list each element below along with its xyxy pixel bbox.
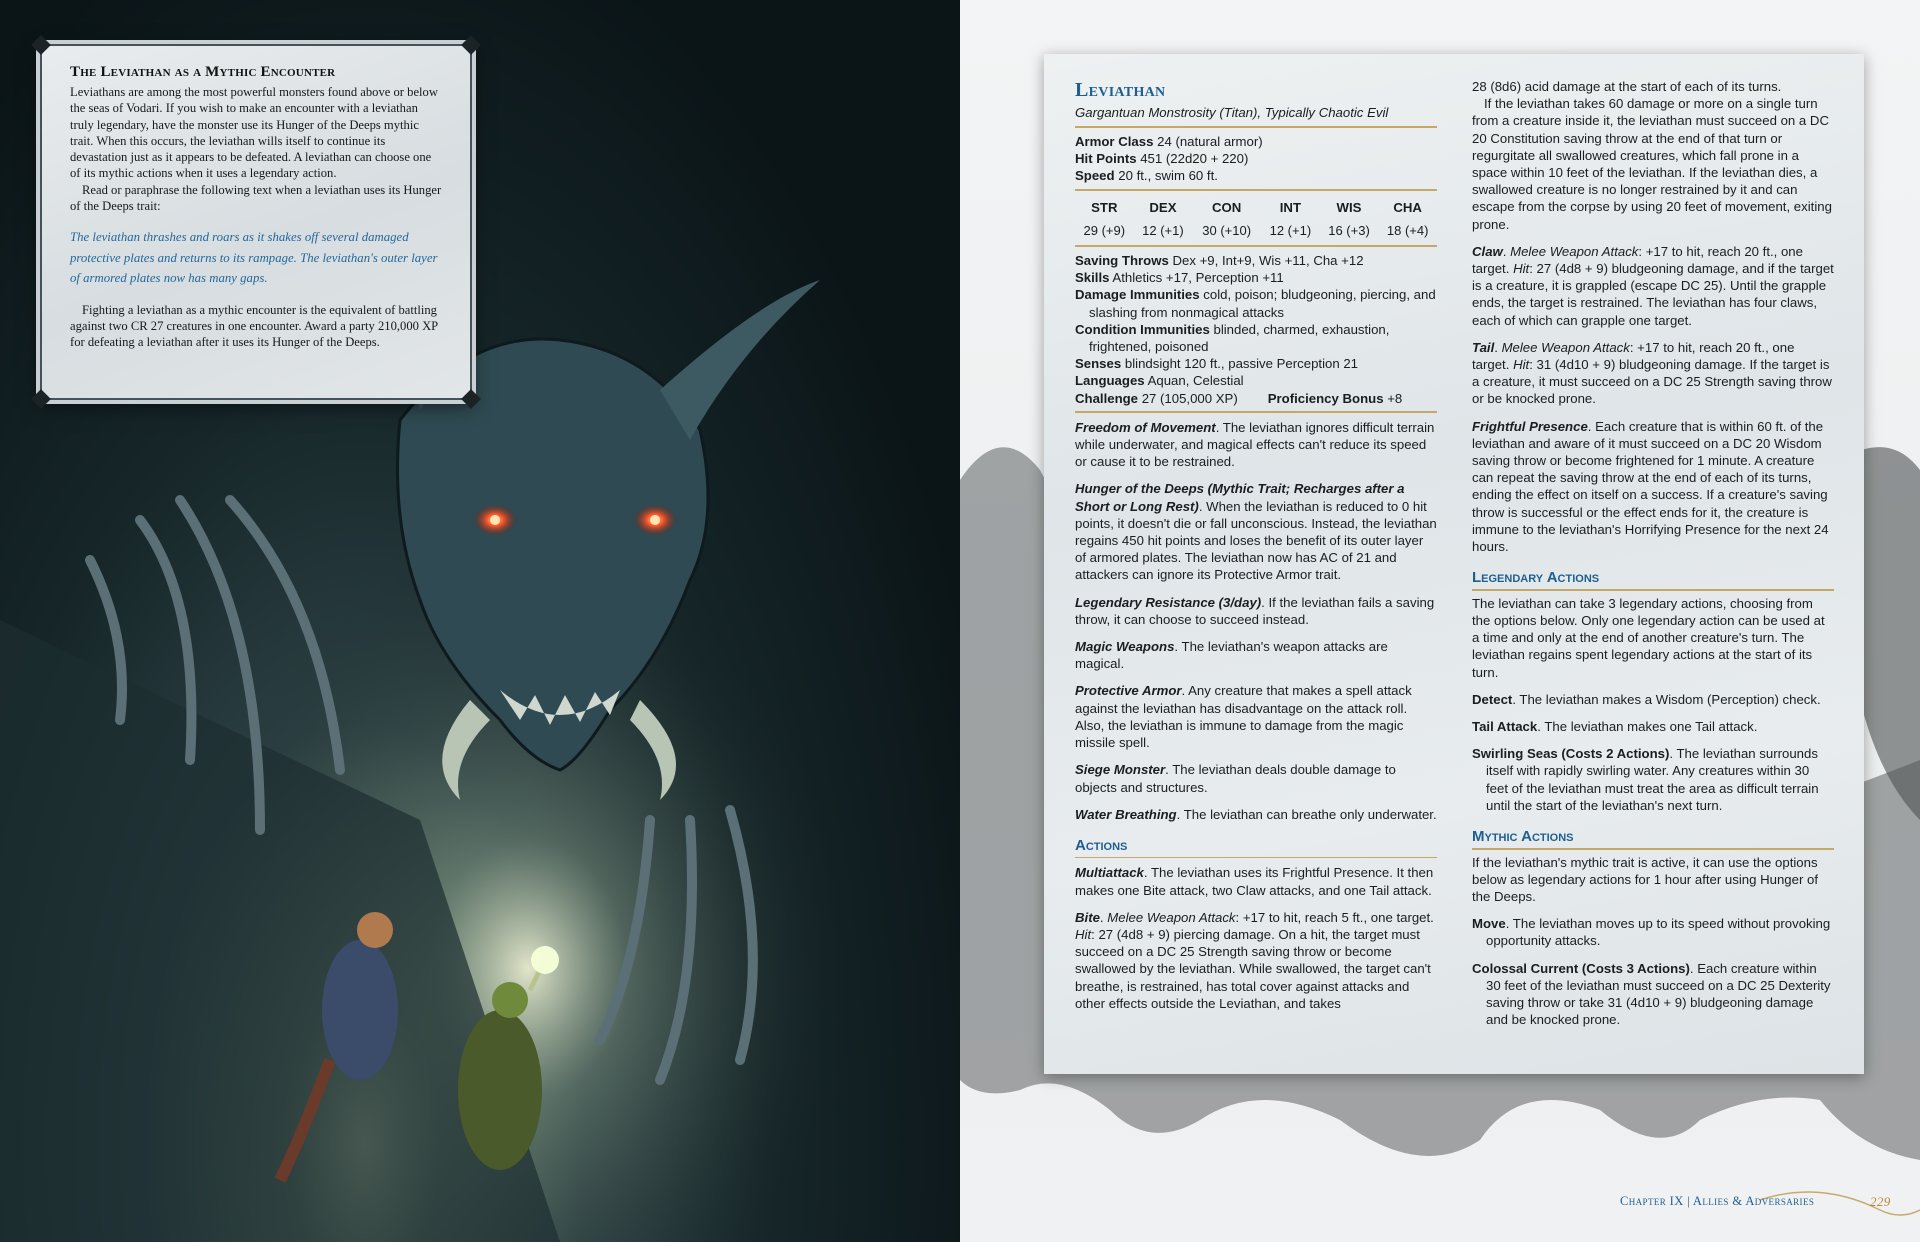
stat-label: Armor Class: [1075, 134, 1154, 149]
stat-label: Hit Points: [1075, 151, 1137, 167]
trait-siege-monster: [1075, 761, 1437, 795]
page-footer: [1620, 1190, 1900, 1214]
hit-label: Hit: [1513, 261, 1530, 277]
sidebar-paragraph: Fighting a leviathan as a mythic encounter is the equivalent of battling against two CR 27 creatures in one encounter. Award a party 210,000 XP for defeating a leviathan after it uses its Hunger of the Deeps.: [70, 302, 438, 350]
trait-text: . The leviathan's weapon attacks are magical.: [1075, 639, 1388, 672]
hit-label: Hit: [1513, 357, 1530, 373]
action-name: Tail: [1472, 339, 1495, 355]
legendary-action-text: . The leviathan makes a Wisdom (Perception) check.: [1512, 691, 1821, 707]
ability-value: 12 (+1): [1269, 222, 1312, 238]
action-name: Claw: [1472, 243, 1503, 259]
trait-magic-weapons: [1075, 638, 1437, 672]
legendary-action-name: Swirling Seas (Costs 2 Actions): [1472, 746, 1670, 762]
action-multiattack: [1075, 864, 1437, 898]
eye-right-pupil: [650, 515, 660, 525]
bite-swallow-rules: If the leviathan takes 60 damage or more on a single turn from a creature inside it, the leviathan must succeed on a DC 20 Constitution saving throw at the end of that turn or regurgitate all swallowed creatures, which fall prone in a space within 10 feet of the leviathan. If the leviathan dies, a swallowed creature is no longer restrained by it and can escape from the corpse by using 20 feet of movement, exiting prone.: [1472, 96, 1832, 232]
stat-label: Skills: [1075, 270, 1110, 286]
legendary-action-text: . The leviathan makes one Tail attack.: [1537, 719, 1758, 734]
stat-value: Athletics +17, Perception +11: [1112, 270, 1284, 286]
mythic-actions-heading: Mythic Actions: [1472, 828, 1574, 846]
divider: [1472, 848, 1834, 850]
action-name: Multiattack: [1075, 865, 1144, 881]
stat-value: 27 (105,000 XP): [1141, 390, 1238, 406]
ability-header: STR: [1091, 199, 1118, 215]
legendary-action-name: Tail Attack: [1472, 719, 1538, 734]
attack-type: Melee Weapon Attack: [1510, 243, 1639, 259]
condition-immunities: [1075, 321, 1437, 355]
legendary-actions-heading: Legendary Actions: [1472, 569, 1600, 587]
monster-name: Leviathan: [1075, 79, 1166, 101]
ability-header-row: [1075, 196, 1437, 220]
stat-label: Speed: [1075, 168, 1115, 184]
ability-header: INT: [1279, 199, 1302, 215]
mythic-encounter-sidebar: [40, 44, 472, 400]
sidebar-paragraph: Leviathans are among the most powerful monsters found above or below the seas of Vodari. If you wish to make an encounter with a leviathan truly legendary, have the monster use its Hunger of the Deeps mythic trait. When this occurs, the leviathan wills itself to continue its devastation just as it appears to be defeated. A leviathan can choose one of its mythic actions when it uses a legendary action.: [70, 85, 438, 181]
mythic-action-move: [1472, 915, 1834, 949]
legendary-action-text: . The leviathan surrounds itself with rapidly swirling water. Any creatures within 30 feet of the leviathan must treat the area as difficult terrain until the start of the leviathan's next turn.: [1486, 746, 1819, 813]
damage-immunities: [1075, 286, 1437, 320]
glowing-staff-light: [531, 946, 559, 974]
footer-chapter: Chapter IX | Allies & Adversaries: [1620, 1194, 1815, 1208]
ability-value: 18 (+4): [1386, 222, 1429, 238]
stat-label: Condition Immunities: [1075, 321, 1210, 337]
bite-continued: 28 (8d6) acid damage at the start of each of its turns.: [1472, 79, 1782, 94]
legendary-action-name: Detect: [1472, 691, 1513, 707]
trait-text: . When the leviathan is reduced to 0 hit points, it doesn't die or fall unconscious. Instead, the leviathan regains 450 hit points and loses the benefit of its outer layer of armored plates. The leviathan now has AC of 21 and attackers can ignore its Protective Armor trait.: [1075, 498, 1437, 583]
trait-name: Siege Monster: [1075, 762, 1166, 778]
stat-label: Languages: [1075, 373, 1145, 389]
trait-name: Hunger of the Deeps (Mythic Trait; Recharges after a Short or Long Rest): [1075, 481, 1405, 514]
monster-type: Gargantuan Monstrosity (Titan), Typically Chaotic Evil: [1075, 105, 1389, 120]
stat-label: Proficiency Bonus: [1267, 390, 1384, 406]
divider: [1075, 126, 1437, 128]
languages: [1075, 372, 1437, 389]
trait-text: . The leviathan deals double damage to objects and structures.: [1075, 762, 1396, 795]
trait-text: . The leviathan ignores difficult terrain while underwater, and magical effects can't reduce its speed or cause it to be restrained.: [1075, 419, 1435, 470]
divider: [1075, 857, 1437, 859]
divider: [1075, 245, 1437, 247]
ability-scores-table: [1075, 196, 1437, 241]
trait-text: . If the leviathan fails a saving throw, it can choose to succeed instead.: [1075, 594, 1435, 627]
armor-class: [1075, 133, 1437, 150]
stat-label: Senses: [1075, 356, 1122, 372]
trait-name: Freedom of Movement: [1075, 419, 1216, 435]
action-tail: Tail. Melee Weapon Attack: +17 to hit, reach 20 ft., one target. Hit: 31 (4d10 + 9) bludgeoning damage. If the target is a creature, it must succeed on a DC 25 Strength saving throw or be knocked prone.: [1472, 339, 1832, 407]
page-number: 229: [1870, 1194, 1891, 1209]
trait-freedom-of-movement: [1075, 419, 1437, 471]
trait-text: . Any creature that makes a spell attack against the leviathan has disadvantage on the attack roll. Also, the leviathan is immune to damage from the magic missile spell.: [1075, 683, 1412, 751]
ability-header: CON: [1212, 199, 1242, 215]
divider: [1472, 589, 1834, 591]
action-name: Frightful Presence: [1472, 418, 1588, 434]
ability-value: 30 (+10): [1202, 222, 1252, 238]
attack-type: Melee Weapon Attack: [1501, 339, 1630, 355]
challenge: [1075, 390, 1437, 407]
hit-label: Hit: [1075, 927, 1092, 943]
mythic-action-name: Colossal Current (Costs 3 Actions): [1472, 960, 1690, 976]
mythic-intro: If the leviathan's mythic trait is active, it can use the options below as legendary actions for 1 hour after using Hunger of the Deeps.: [1472, 854, 1819, 904]
eye-left-pupil: [490, 515, 500, 525]
action-text: . The leviathan uses its Frightful Presence. It then makes one Bite attack, two Claw attacks, and one Tail attack.: [1075, 865, 1434, 898]
ability-value: 29 (+9): [1083, 222, 1126, 238]
sidebar-title: The Leviathan as a Mythic Encounter: [70, 64, 336, 80]
ability-header: DEX: [1149, 199, 1177, 215]
stat-value: Aquan, Celestial: [1147, 373, 1244, 389]
statblock-column-1: [1075, 78, 1437, 1012]
trait-name: Magic Weapons: [1075, 639, 1175, 655]
stat-value: 451 (22d20 + 220): [1140, 151, 1249, 167]
actions-heading: Actions: [1075, 836, 1128, 854]
action-text: : +17 to hit, reach 20 ft., one target.: [1472, 243, 1803, 277]
sidebar-paragraph: Read or paraphrase the following text when a leviathan uses its Hunger of the Deeps trait:: [70, 182, 442, 214]
saving-throws: [1075, 252, 1437, 269]
trait-name: Legendary Resistance (3/day): [1075, 594, 1262, 610]
action-text: : +17 to hit, reach 5 ft., one target.: [1235, 909, 1434, 925]
stat-label: Saving Throws: [1075, 253, 1169, 269]
stat-label: Challenge: [1075, 390, 1139, 406]
stat-value: blindsight 120 ft., passive Perception 21: [1124, 356, 1359, 372]
trait-name: Protective Armor: [1075, 683, 1182, 699]
trait-name: Water Breathing: [1075, 806, 1177, 822]
ability-value: 12 (+1): [1142, 222, 1184, 238]
stat-value: blinded, charmed, exhaustion, frightened, poisoned: [1089, 321, 1390, 355]
action-text: : 27 (4d8 + 9) piercing damage. On a hit, the target must succeed on a DC 25 Strength saving throw or become swallowed by the leviathan. While swallowed, the target can't breathe, is restrained, has total cover against attacks and other effects outside the Leviathan, and takes: [1075, 927, 1431, 1011]
action-text: : 31 (4d10 + 9) bludgeoning damage. If the target is a creature, it must succeed on a DC 25 Strength saving throw or be knocked prone.: [1472, 357, 1832, 407]
action-name: Bite: [1075, 909, 1100, 925]
stat-label: Damage Immunities: [1075, 287, 1200, 303]
skills: [1075, 269, 1437, 286]
mythic-action-colossal-current: [1472, 960, 1834, 1029]
stat-value: +8: [1387, 390, 1403, 406]
stat-value: cold, poison; bludgeoning, piercing, and slashing from nonmagical attacks: [1089, 287, 1436, 320]
mythic-action-name: Move: [1472, 916, 1506, 932]
statblock-column-2: [1472, 78, 1834, 1028]
ability-header: CHA: [1393, 199, 1422, 215]
trait-text: . The leviathan can breathe only underwater.: [1176, 806, 1437, 822]
hit-points: [1075, 150, 1437, 167]
action-bite: Bite. Melee Weapon Attack: +17 to hit, reach 5 ft., one target. Hit: 27 (4d8 + 9) piercing damage. On a hit, the target must succeed on a DC 25 Strength saving throw or become swallowed by the leviathan. While swallowed, the target can't breathe, is restrained, has total cover against attacks and other effects outside the Leviathan, and takes: [1075, 909, 1434, 1011]
action-text: . Each creature that is within 60 ft. of the leviathan and aware of it must succeed on a DC 20 Wisdom saving throw or become frightened for 1 minute. A creature can repeat the saving throw at the end of each of its turns, ending the effect on itself on a success. If a creature's saving throw is successful or the effect ends for it, the creature is immune to the leviathan's Horrifying Presence for the next 24 hours.: [1472, 418, 1829, 555]
divider: [1075, 189, 1437, 191]
legendary-action-swirling-seas: [1472, 745, 1834, 814]
action-claw: Claw. Melee Weapon Attack: +17 to hit, reach 20 ft., one target. Hit: 27 (4d8 + 9) bludgeoning damage, and if the target is a creature, it is grappled (escape DC 25). Until the grapple ends, the target is restrained. The leviathan has four claws, each of which can grapple one target.: [1472, 243, 1834, 328]
legendary-intro: The leviathan can take 3 legendary actions, choosing from the options below. Only one legendary action can be used at a time and only at the end of another creature's turn. The leviathan regains spent legendary actions at the start of its turn.: [1472, 595, 1825, 680]
legendary-action-tail-attack: [1472, 718, 1834, 735]
legendary-action-detect: [1472, 691, 1834, 708]
trait-protective-armor: [1075, 682, 1437, 751]
stat-value: 20 ft., swim 60 ft.: [1118, 168, 1218, 184]
stat-value: Dex +9, Int+9, Wis +11, Cha +12: [1172, 253, 1364, 269]
senses: [1075, 355, 1437, 372]
action-text: : +17 to hit, reach 20 ft., one target.: [1472, 339, 1795, 373]
mythic-action-text: . The leviathan moves up to its speed without provoking opportunity attacks.: [1486, 916, 1831, 949]
divider: [1075, 411, 1437, 413]
ability-header: WIS: [1336, 199, 1362, 215]
stat-value: 24 (natural armor): [1157, 134, 1263, 149]
attack-type: Melee Weapon Attack: [1107, 909, 1236, 925]
action-frightful-presence: [1472, 418, 1834, 556]
mythic-action-text: . Each creature within 30 feet of the leviathan must succeed on a DC 25 Dexterity saving throw or take 31 (4d10 + 9) bludgeoning damage and be knocked prone.: [1486, 960, 1831, 1028]
trait-water-breathing: [1075, 806, 1437, 823]
trait-legendary-resistance: [1075, 594, 1437, 628]
ability-value-row: [1075, 220, 1437, 241]
ability-value: 16 (+3): [1328, 222, 1370, 238]
trait-hunger-of-the-deeps: [1075, 480, 1437, 583]
sidebar-read-aloud: The leviathan thrashes and roars as it shakes off several damaged protective plates and returns to its rampage. The leviathan's outer layer of armored plates now has many gaps.: [70, 230, 438, 286]
speed: [1075, 167, 1437, 184]
action-text: : 27 (4d8 + 9) bludgeoning damage, and if the target is a creature, it is grappled (escape DC 25). Until the grapple ends, the target is restrained. The leviathan has four claws, each of which can grapple one target.: [1472, 261, 1834, 328]
